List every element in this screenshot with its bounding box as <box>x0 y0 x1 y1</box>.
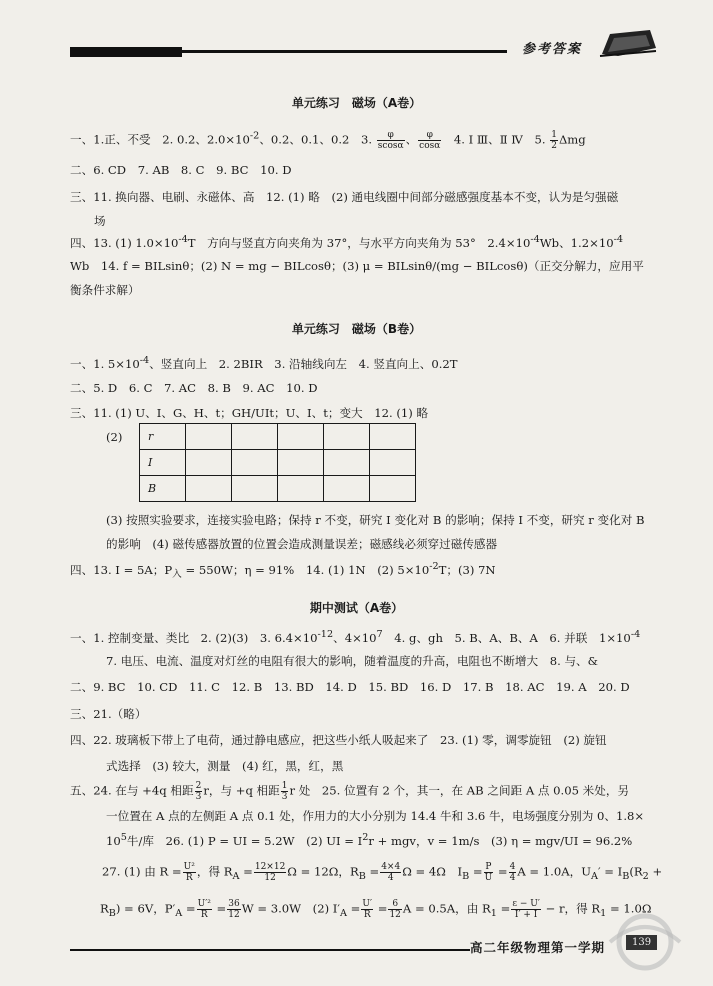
answer-line-b5: 四、13. I = 5A；$P_入 = 550W$；η = 91% 14. (1) 1N (2) $5\times 10^{-2}T$；(3) 7N <box>70 561 496 581</box>
answer-line-c6: 27. (1) 由 R = $\frac{\text{U²}}{R}$ ，得 $R_A$ = $\frac{12\times 12}{12}$ Ω = 12Ω，$R_B$ = $\frac{4\times 4}{4}$ Ω = 4Ω $I_B$ = $\frac{P}{U}$ = $\frac{4}{4}$ A = 1.0A，$U_A' = I_B(R_2$ + <box>102 862 663 883</box>
answer-line-b2: 二、5. D 6. C 7. AC 8. B 9. AC 10. D <box>70 381 318 395</box>
answer-line-c4: 四、22. 玻璃板下带上了电荷，通过静电感应，把这些小纸人吸起来了 23. (1) 零，调零旋钮 (2) 旋钮 <box>70 733 607 747</box>
answer-line-c1b: 7. 电压、电流、温度对灯丝的电阻有很大的影响，随着温度的升高，电阻也不断增大 8. 与、& <box>106 654 598 668</box>
answer-line-b4b: 的影响 (4) 磁传感器放置的位置会造成测量误差；磁感线必须穿过磁传感器 <box>106 537 498 551</box>
answer-line-c5b: 一位置在 A 点的左侧距 A 点 0.1 处，作用力的大小分别为 14.4 牛和 3.6 牛，电场强度分别为 0、1.8× <box>106 809 645 823</box>
answer-line-c6b: $R_B) = 6V$，$P'_A$ = $\frac{\text{U′²}}{R}$ = $\frac{36}{12}$ W = 3.0W (2) $I'_A$ = $\frac{U'}{R}$ = $\frac{6}{12}$ A = 0.5A，由 $R_1$ = $\frac{\varepsilon - U'}{I' + I}$ − r，得 $R_1 = 1.0\Omega$ <box>100 899 652 920</box>
table-row: I <box>140 450 416 476</box>
answer-line-c1: 一、1. 控制变量、类比 2. (2)(3) 3. $6.4\times 10^{-12}$、$4\times 10^7$ 4. g、gh 5. B、A、B、A 6. 并联 $1\times 10^{-4}$ <box>70 629 641 645</box>
answer-line-a3: 三、11. 换向器、电刷、永磁体、高 12. (1) 略 (2) 通电线圈中间部分磁感强度基本不变，认为是匀强磁 <box>70 190 619 204</box>
answer-line-a3b: 场 <box>94 214 106 228</box>
answer-line-a4: 四、13. (1) $1.0\times 10^{-4}T$ 方向与竖直方向夹角为 37°，与水平方向夹角为 53° $2.4\times 10^{-4}Wb$、$1.2\times 10^{-4}$ <box>70 234 624 250</box>
answer-line-c3: 三、21.（略） <box>70 707 147 721</box>
answer-line-b3: 三、11. (1) U、I、G、H、t；GH/UIt；U、I、t；变大 12. (1) 略 <box>70 406 429 420</box>
answer-line-c4b: 式选择 (3) 较大，测量 (4) 红，黑，红，黑 <box>106 759 344 773</box>
answer-line-a2: 二、6. CD 7. AB 8. C 9. BC 10. D <box>70 163 292 177</box>
footer-rule <box>70 949 470 951</box>
section-title-b: 单元练习 磁场（B卷） <box>291 322 422 336</box>
page-number: 139 <box>626 935 657 950</box>
book-stack-icon <box>598 24 658 58</box>
header-title: 参考答案 <box>522 42 583 57</box>
answer-line-c5: 五、24. 在与 +4q 相距 $\frac{2}{3}$ r，与 +q 相距 $\frac{1}{3}$ r 处 25. 位置有 2 个，其一，在 AB 之间距 A 点 0.05 米处，另 <box>70 781 630 802</box>
watermark-icon <box>590 912 700 982</box>
header-bar <box>70 47 182 57</box>
table-row: r <box>140 424 416 450</box>
table-label: (2) <box>106 430 123 444</box>
answer-line-a4b: Wb 14. f = BILsinθ；(2) N = mg − BILcosθ；(3) μ = BILsinθ/(mg − BILcosθ)（正交分解力，应用平 <box>70 259 644 273</box>
table-row: B <box>140 476 416 502</box>
section-title-c: 期中测试（A卷） <box>309 601 404 615</box>
footer-text: 高二年级物理第一学期 <box>470 940 606 955</box>
data-table <box>139 423 416 502</box>
answer-line-a4c: 衡条件求解） <box>70 283 140 297</box>
answer-line-b4: (3) 按照实验要求，连接实验电路；保持 r 不变，研究 I 变化对 B 的影响；保持 I 不变，研究 r 变化对 B <box>106 513 645 527</box>
answer-line-c5c: $10^5$牛/库 26. (1) P = UI = 5.2W (2) UI = $I^2r$ + mgv，v = 1m/s (3) η = mgv/UI = 96.2% <box>106 832 633 848</box>
answer-line-a1: 一、1.正、不受 2. 0.2、$2.0\times 10^{-2}$、0.2、0.1、0.2 3. $\frac{\varphi}{scos\alpha}$ 、 $\frac{\varphi}{\cos\alpha}$ 4. Ⅰ Ⅲ、Ⅱ Ⅳ 5. $\frac{1}{2}$ Δmg <box>70 130 586 151</box>
answer-line-c2: 二、9. BC 10. CD 11. C 12. B 13. BD 14. D 15. BD 16. D 17. B 18. AC 19. A 20. D <box>70 680 630 694</box>
answer-line-b1: 一、1. $5\times 10^{-4}$、竖直向上 2. 2BIR 3. 沿轴线向左 4. 竖直向上、0.2T <box>70 355 458 371</box>
header-rule <box>182 50 507 53</box>
section-title-a: 单元练习 磁场（A卷） <box>291 96 422 110</box>
